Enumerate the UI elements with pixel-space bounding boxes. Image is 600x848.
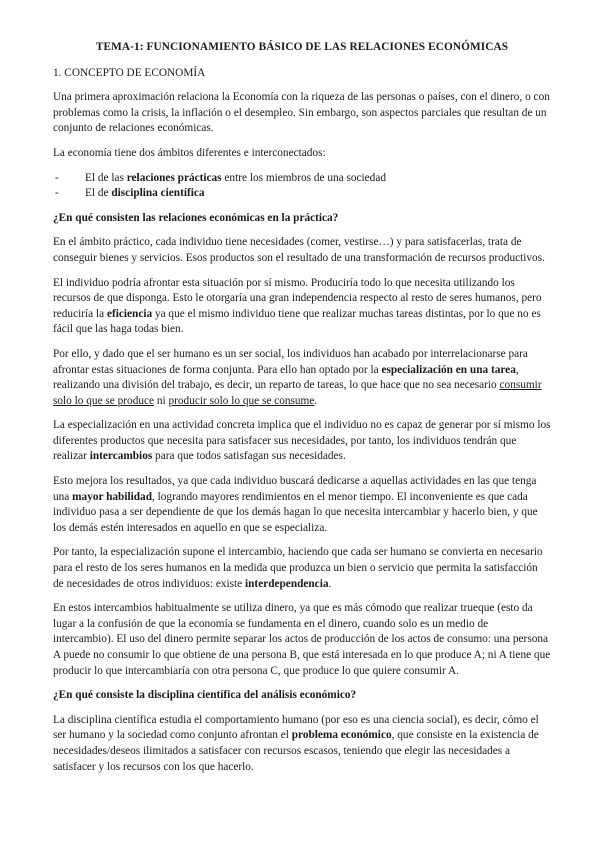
paragraph-especializacion: Por ello, y dado que el ser humano es un ser social, los individuos han acabado por interrelacionarse para afrontar estas situaciones de forma conjunta. Para ello han optado por la especialización en una tarea, realizando una división del trabajo, es decir, un reparto de tareas, lo que hace que no sea necesario consumir solo lo que se produce ni producir solo lo que se consume. (53, 347, 542, 407)
list-dash: - (55, 171, 59, 184)
question-heading-practica: ¿En qué consisten las relaciones económicas en la práctica? (53, 211, 339, 224)
document-page (53, 40, 551, 784)
paragraph-individuo: El individuo podría afrontar esta situación por sí mismo. Produciría todo lo que necesita utilizando los recursos de que disponga. Esto le otorgaría una gran independencia respecto al resto de seres humanos, pero reduciría la eficiencia ya que el mismo individuo tiene que realizar muchas tareas distintas, por lo que no es fácil que las haga todas bien. (53, 276, 542, 336)
paragraph-intercambios: La especialización en una actividad concreta implica que el individuo no es capaz de generar por sí mismo los diferentes productos que necesita para satisfacer sus necesidades, por tanto, los individuos tendrán que realizar intercambios para que todos satisfagan sus necesidades. (53, 419, 551, 463)
list-item-text: El de las relaciones prácticas entre los miembros de una sociedad (85, 171, 386, 184)
paragraph-ambito-practico: En el ámbito práctico, cada individuo tiene necesidades (comer, vestirse…) y para satisfacerlas, trata de conseguir bienes y servicios. Esos productos son el resultado de una transformación de recursos productivos. (53, 236, 545, 264)
list-dash: - (55, 187, 59, 200)
paragraph-intro: Una primera aproximación relaciona la Economía con la riqueza de las personas o países, con el dinero, o con problemas como la crisis, la inflación o el desempleo. Sin embargo, son aspectos parciales que resultan de un conjunto de relaciones económicas. (53, 91, 550, 135)
paragraph-interdependencia: Por tanto, la especialización supone el intercambio, haciendo que cada ser humano se convierta en necesario para el resto de los seres humanos en la medida que produzca un bien o servicio que permita la satisfacción de necesidades de otros individuos: existe interdependencia. (53, 546, 543, 590)
list-item (53, 171, 551, 187)
document-title: TEMA-1: FUNCIONAMIENTO BÁSICO DE LAS RELACIONES ECONÓMICAS (95, 41, 509, 53)
list-item (53, 186, 551, 202)
question-heading-disciplina: ¿En qué consiste la disciplina científica del análisis económico? (53, 689, 357, 702)
paragraph-habilidad: Esto mejora los resultados, ya que cada individuo buscará dedicarse a aquellas actividades en las que tenga una mayor habilidad, logrando mayores rendimientos en el menor tiempo. El inconveniente es que cada individuo pasa a ser dependiente de que los demás hagan lo que necesita intercambiar y hacerlo bien, y que los demás estén interesados en aquello en que se especializa. (53, 475, 538, 534)
section-heading: 1. CONCEPTO DE ECONOMÍA (53, 66, 206, 79)
paragraph-dinero: En estos intercambios habitualmente se utiliza dinero, ya que es más cómodo que realizar trueque (esto da lugar a la confusión de que la economía se fundamenta en el dinero, cuando solo es un medio de intercambio). El uso del dinero permite separar los actos de producción de los actos de consumo: una persona A puede no consumir lo que obtiene de una persona B, que está interesada en lo que produce A; ni A tiene que producir lo que intercambiaría con otra persona C, que produce lo que quiere consumir A. (53, 602, 551, 677)
ambitos-list (53, 171, 551, 202)
paragraph-ambitos: La economía tiene dos ámbitos diferentes e interconectados: (53, 146, 326, 159)
paragraph-disciplina: La disciplina científica estudia el comportamiento humano (por eso es una ciencia social), es decir, cómo el ser humano y la sociedad como conjunto afrontan el problema económico, que consiste en la existencia de necesidades/deseos ilimitados a satisfacer con recursos escasos, teniendo que elegir las necesidades a satisfacer y los recursos con los que hacerlo. (53, 713, 539, 773)
list-item-text: El de disciplina científica (85, 187, 205, 200)
